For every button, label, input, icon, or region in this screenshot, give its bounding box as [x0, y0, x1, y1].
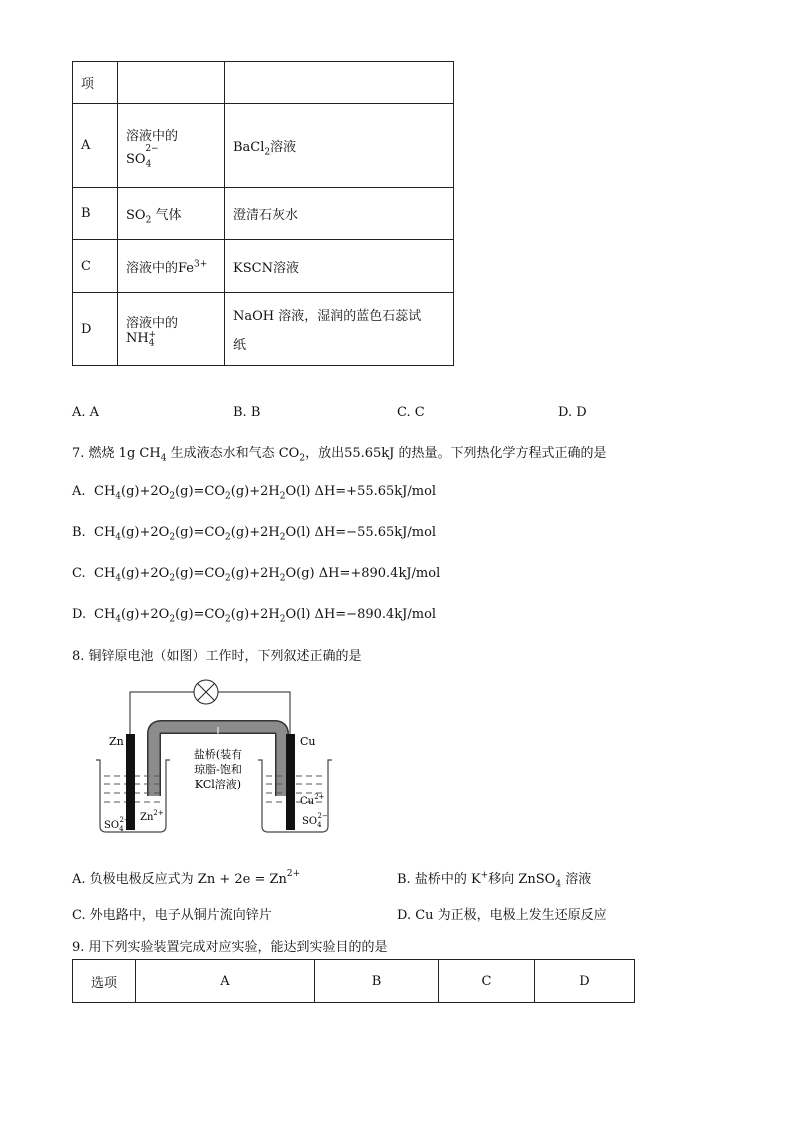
salt-bridge-label-2: 琼脂-饱和	[194, 763, 242, 776]
table-row	[73, 240, 454, 293]
right-ion-sulfate: $SO_42-$	[302, 812, 328, 829]
q8-option-b-post: 移向 ZnSO	[488, 872, 556, 887]
q6-target-text: 溶液中的	[126, 128, 179, 144]
q9-header-cell: A	[136, 960, 315, 1003]
q6-header-cell	[118, 62, 225, 104]
galvanic-cell-diagram	[92, 672, 352, 842]
q9-header-cell: 选项	[73, 960, 136, 1003]
q8-option-d: D. Cu 为正极，电极上发生还原反应	[397, 908, 607, 923]
option-label: C.	[72, 566, 86, 581]
q9-header-cell: C	[439, 960, 535, 1003]
q6-key: A	[73, 104, 118, 188]
q6-reagent: KSCN溶液	[225, 240, 454, 293]
cu-electrode	[286, 734, 295, 830]
cu-label: Cu	[300, 735, 316, 748]
q9-table	[72, 959, 635, 1003]
salt-bridge-label-3: KCl溶液)	[194, 778, 242, 791]
q6-key: D	[73, 293, 118, 366]
q6-option-c: C. C	[397, 405, 425, 420]
q6-key: C	[73, 240, 118, 293]
q7-option-d: D. $CH_4(g)+2O_2(g)=CO_2(g)+2H_2O(l)$ ΔH=−890.4kJ/mol	[72, 607, 437, 625]
q6-key: B	[73, 188, 118, 240]
q7-stem-mid: 生成液态水和气态	[170, 446, 275, 461]
right-ion-copper: $Cu^{2+}$	[300, 793, 325, 807]
q8-option-b-end: 溶液	[561, 872, 592, 887]
q6-option-b: B. B	[233, 405, 261, 420]
salt-bridge-label-1: 盐桥(装有	[193, 748, 243, 761]
q6-target: $SO_2$ 气体	[118, 188, 225, 240]
q8-option-b-sup: +	[480, 870, 489, 881]
q6-header-cell	[225, 62, 454, 104]
option-label: D.	[72, 607, 87, 622]
option-label: B.	[72, 525, 86, 540]
q8-option-a	[72, 868, 300, 887]
q7-option-c: C. $CH_4(g)+2O_2(g)=CO_2(g)+2H_2O(g)$ ΔH=+890.4kJ/mol	[72, 566, 441, 584]
q6-reagent-line: NaOH 溶液，湿润的蓝色石蕊试	[233, 309, 422, 324]
q8-option-b	[397, 868, 592, 890]
left-ion-zinc: $Zn^{2+}$	[140, 809, 164, 823]
table-row	[73, 188, 454, 240]
q6-option-d: D. D	[558, 405, 587, 420]
q8-stem: 8. 铜锌原电池（如图）工作时，下列叙述正确的是	[72, 649, 362, 664]
q8-option-b-sub: 4	[555, 879, 562, 890]
q7-option-a: A. $CH_4(g)+2O_2(g)=CO_2(g)+2H_2O(l)$ ΔH=+55.65kJ/mol	[72, 484, 437, 502]
q8-option-c: C. 外电路中，电子从铜片流向锌片	[72, 908, 272, 923]
q7-stem: 7. 燃烧 1g $CH_4$ 生成液态水和气态 $CO_2$，放出55.65kJ 的热量。下列热化学方程式正确的是	[72, 446, 607, 464]
q7-stem-post: ，放出55.65kJ 的热量。下列热化学方程式正确的是	[305, 446, 607, 461]
table-row	[73, 960, 635, 1003]
q9-header-cell: B	[315, 960, 439, 1003]
q8-option-a-text: A. 负极电极反应式为 Zn + 2e = Zn	[72, 872, 287, 887]
table-row	[73, 104, 454, 188]
table-row	[73, 293, 454, 366]
q6-header-cell: 项	[73, 62, 118, 104]
q9-header-cell: D	[535, 960, 635, 1003]
left-ion-sulfate: $SO_42-$	[104, 816, 130, 833]
q6-target: 溶液中的$Fe^{3+}$	[118, 240, 225, 293]
q6-reagent: BaCl$_2$溶液	[225, 104, 454, 188]
q6-reagent	[225, 293, 454, 366]
q6-target: 溶液中的 $NH_4^+$	[118, 293, 225, 366]
q6-reagent-line: 纸	[233, 338, 247, 353]
q6-target-formula: $SO_4^{2-}$	[126, 144, 159, 170]
q7-option-b: B. $CH_4(g)+2O_2(g)=CO_2(g)+2H_2O(l)$ ΔH=−55.65kJ/mol	[72, 525, 437, 543]
q6-reagent: 澄清石灰水	[225, 188, 454, 240]
bulb-icon	[194, 680, 218, 704]
zn-label: Zn	[109, 735, 124, 748]
q6-target	[118, 104, 225, 188]
q7-stem-pre: 7. 燃烧 1g	[72, 446, 136, 461]
option-label: A.	[72, 484, 86, 499]
q9-stem: 9. 用下列实验装置完成对应实验，能达到实验目的的是	[72, 940, 388, 955]
q8-option-a-sup: 2+	[286, 868, 301, 879]
q6-option-a: A. A	[72, 405, 100, 420]
q6-table	[72, 61, 454, 366]
q8-option-b-pre: B. 盐桥中的 K	[397, 872, 481, 887]
